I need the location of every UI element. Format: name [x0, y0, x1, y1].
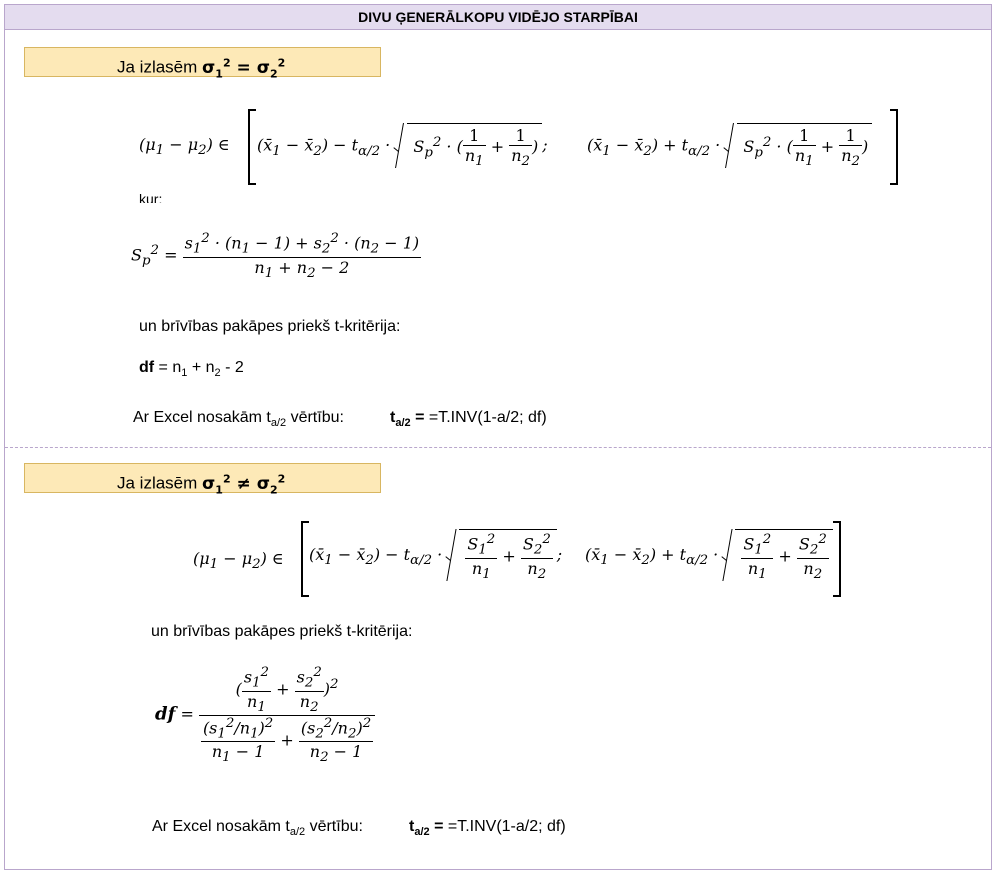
case1-right-bracket [890, 109, 898, 185]
case2-label-prefix: Ja izlasēm [117, 473, 198, 493]
case1-condition-box [24, 47, 381, 81]
case1-condition: $\sigma_1^2 = \sigma_2^2$ [202, 56, 286, 81]
case2-condition: $\sigma_1^2 \ne \sigma_2^2$ [202, 472, 286, 497]
section-divider [5, 447, 991, 448]
case2-ci-lower: ($x̄_1$ − $x̄_2) - t_{\alpha/2}$ · $\frac{S_1^2}{n_1}$ + $\frac{S_2^2}{n_2}$ ; [309, 529, 562, 582]
case1-excel-formula: $t_{a/2} = =T.INV(1-a/2$; df) [390, 409, 547, 430]
case1-ci-lower: ($x̄_1$ − $x̄_2) - t_{\alpha/2} \cdot S_p^2$ · ( $\frac{1}{n_1}$ + $\frac{1}{n_2}$ ) ; [257, 123, 548, 169]
case1-kur-label: kur: [139, 191, 163, 203]
case1-excel-text: Ar Excel nosakām $t_{a/2}$ vērtību: [133, 409, 344, 430]
case2-right-bracket [833, 521, 841, 597]
case1-ci-upper: ($x̄_1$ − $x̄_2) + t_{\alpha/2} \cdot S_p^2$ · ( $\frac{1}{n_1}$ + $\frac{1}{n_2}$ ) [587, 123, 872, 169]
case2-ci-upper: ($x̄_1$ − $x̄_2) + t_{\alpha/2}$ · $\frac{S_1^2}{n_1}$ + $\frac{S_2^2}{n_2}$ [585, 529, 833, 582]
page-title: DIVU ĢENERĀLKOPU VIDĒJO STARPĪBAI [5, 5, 991, 30]
case2-df-formula: df = ( $\frac{s_1^2}{n_1}$ + $\frac{s_2^2}{n_2}$ )$^2$ $\frac{(s_1^2/n_1)^2}{n_1 - 1}$ + $\frac{(s_2^2/n_2)^2}{n_2 - 1}$ [155, 665, 375, 765]
case2-left-bracket [301, 521, 309, 597]
case2-ci-lhs: $(\mu_1 - \mu_2)$ ∈ [193, 549, 284, 573]
case2-excel-text: Ar Excel nosakām $t_{a/2}$ vērtību: [152, 818, 363, 839]
case1-sp-formula: $S_p^2$ = $\frac{s_1^2 \cdot (n_1 - 1) + s_2^2 \cdot (n_2 - 1)}{n_1 + n_2 - 2}$ [131, 231, 420, 281]
case1-label-prefix: Ja izlasēm [117, 57, 198, 77]
case1-df-formula: df = $n_1 + n_2 - 2$ [139, 359, 244, 380]
case2-df-text: un brīvības pakāpes priekš t-kritērija: [151, 623, 413, 640]
case1-ci-lhs: $(\mu_1 - \mu_2)$ ∈ [139, 135, 230, 159]
case2-condition-box [24, 463, 381, 497]
worksheet-frame [4, 4, 992, 870]
case1-df-text: un brīvības pakāpes priekš t-kritērija: [139, 318, 401, 335]
case1-left-bracket [248, 109, 256, 185]
case2-excel-formula: $t_{a/2} = =T.INV(1-a/2$; df) [409, 818, 566, 839]
